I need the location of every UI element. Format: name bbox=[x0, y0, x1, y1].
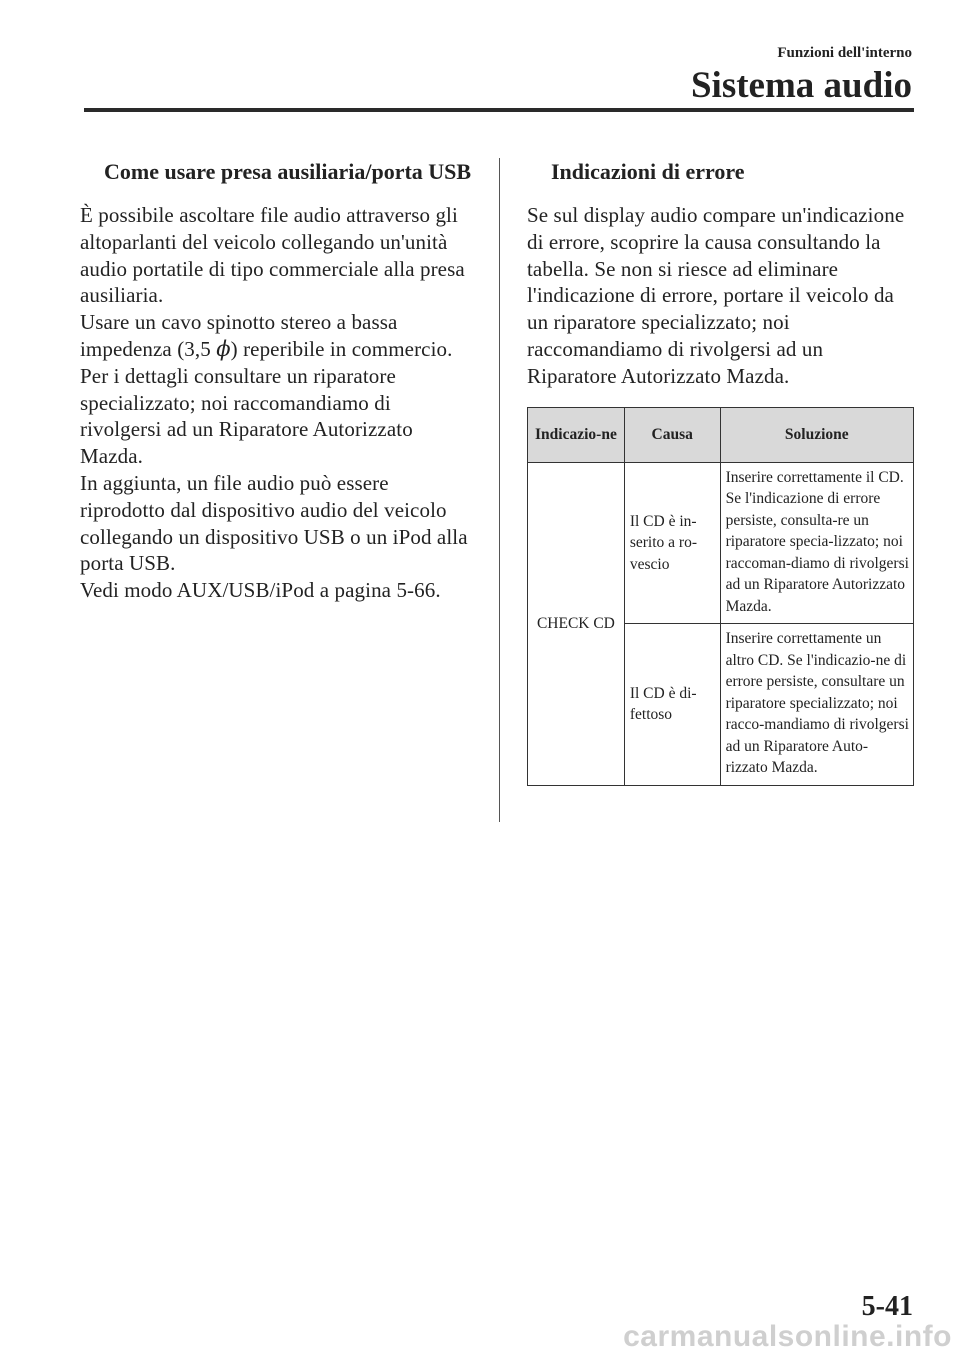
header-solution: Soluzione bbox=[720, 407, 913, 462]
left-column bbox=[80, 158, 472, 604]
section-label: Funzioni dell'interno bbox=[777, 45, 912, 61]
page-number: 5-41 bbox=[861, 1291, 913, 1322]
header-cause: Causa bbox=[624, 407, 720, 462]
column-divider bbox=[499, 158, 500, 822]
page-reference: Vedi modo AUX/USB/iPod a pagina 5-66. bbox=[80, 578, 441, 603]
page-title: Sistema audio bbox=[690, 65, 912, 106]
indication-cell: CHECK CD bbox=[528, 462, 625, 785]
cable-paragraph bbox=[80, 309, 472, 470]
page-header bbox=[691, 44, 912, 108]
diameter-symbol: ϕ bbox=[216, 336, 231, 361]
header-rule bbox=[84, 108, 914, 112]
cause-cell: Il CD è in-serito a ro-vescio bbox=[624, 462, 720, 624]
error-intro-paragraph: Se sul display audio compare un'indicazione di errore, scoprire la causa consultando la tabella. Se non si riesce ad eliminare l'indicazione di errore, portare il veicolo da un riparatore specializzato; noi raccomandiamo di rivolgersi ad un Riparatore Autorizzato Mazda. bbox=[527, 203, 905, 388]
usb-paragraph: In aggiunta, un file audio può essere riprodotto dal dispositivo audio del veicolo collegando un dispositivo USB o un iPod alla porta USB. bbox=[80, 470, 468, 576]
cable-text-before: Usare un cavo spinotto stereo a bassa impedenza (3,5 bbox=[80, 310, 398, 361]
right-column bbox=[527, 158, 917, 786]
error-heading: Indicazioni di errore bbox=[551, 159, 745, 184]
aux-usb-heading: Come usare presa ausiliaria/porta USB bbox=[104, 159, 472, 184]
solution-cell: Inserire correttamente il CD. Se l'indicazione di errore persiste, consulta-re un riparatore specia-lizzato; noi raccoman-diamo di rivolgersi ad un Riparatore Autorizzato Mazda. bbox=[720, 462, 913, 624]
header-indication: Indicazio-ne bbox=[528, 407, 625, 462]
watermark: carmanualsonline.info bbox=[623, 1320, 952, 1353]
table-row bbox=[528, 462, 914, 624]
solution-cell: Inserire correttamente un altro CD. Se l'indicazio-ne di errore persiste, consultare un riparatore specializzato; noi racco-mandiamo di rivolgersi ad un Riparatore Auto-rizzato Mazda. bbox=[720, 624, 913, 786]
table-header-row bbox=[528, 407, 914, 462]
cable-text-after: ) reperibile in commercio. Per i dettagli consultare un riparatore specializzato; noi raccomandiamo di rivolgersi ad un Riparatore Autorizzato Mazda. bbox=[80, 336, 453, 469]
cause-cell: Il CD è di-fettoso bbox=[624, 624, 720, 786]
aux-intro-paragraph: È possibile ascoltare file audio attraverso gli altoparlanti del veicolo collegando un'unità audio portatile di tipo commerciale alla presa ausiliaria. bbox=[80, 203, 465, 308]
error-table bbox=[527, 407, 914, 786]
